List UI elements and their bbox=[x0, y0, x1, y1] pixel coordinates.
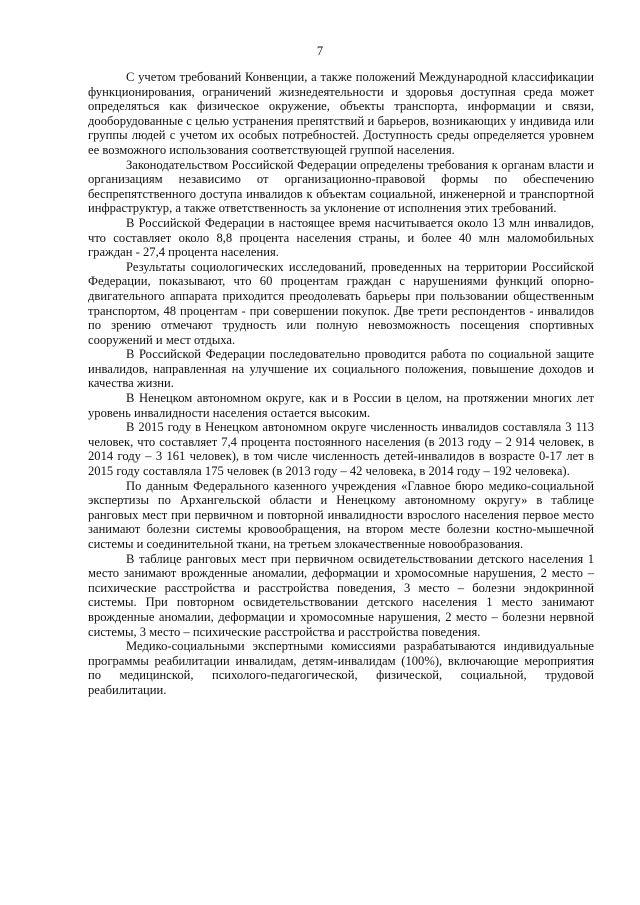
paragraph-adult-disability-ranking: По данным Федерального казенного учреждения «Главное бюро медико-социальной экспертизы по Архангельской области и Ненецкому автономному округу» в таблице ранговых мест при первичном и повторной инвалидности взрослого населения первое место занимают болезни системы кровообращения, на втором месте болезни костно-мышечной системы и соединительной ткани, на третьем злокачественные новообразования. bbox=[88, 478, 594, 551]
paragraph-sociological-research: Результаты социологических исследований, проведенных на территории Российской Федерации, показывают, что 60 процентам граждан с нарушениями функций опорно-двигательного аппарата приходится преодолевать барьеры при пользовании общественным транспортом, 48 процентам - при совершении покупок. Две трети респондентов - инвалидов по зрению отмечают трудность или полную невозможность посещения спортивных сооружений и мест отдыха. bbox=[88, 259, 594, 347]
paragraph-nenets-2015-figures: В 2015 году в Ненецком автономном округе численность инвалидов составляла 3 113 человек, что составляет 7,4 процента постоянного населения (в 2013 году – 2 914 человек, в 2014 году – 3 161 человек), в том числе численность детей-инвалидов в возрасте 0-17 лет в 2015 году составляла 175 человек (в 2013 году – 42 человека, в 2014 году – 192 человека). bbox=[88, 420, 594, 479]
page-body bbox=[88, 70, 594, 698]
paragraph-child-disability-ranking: В таблице ранговых мест при первичном освидетельствовании детского населения 1 место занимают врожденные аномалии, деформации и хромосомные нарушения, 2 место – психические расстройства и расстройства поведения, 3 место – болезни эндокринной системы. При повторном освидетельствовании детского населения 1 место занимают врожденные аномалии, деформации и хромосомные нарушения, 2 место – болезни нервной системы, 3 место – психические расстройства и расстройства поведения. bbox=[88, 551, 594, 639]
paragraph-convention-accessibility: С учетом требований Конвенции, а также положений Международной классификации функционирования, ограничений жизнедеятельности и здоровья доступная среда может определяться как физическое окружение, объекты транспорта, информации и связи, дооборудованные с целью устранения препятствий и барьеров, возникающих у индивида или группы людей с учетом их особых потребностей. Доступность среды определяется уровнем ее возможного использования соответствующей группой населения. bbox=[88, 70, 594, 157]
paragraph-legislation-requirements: Законодательством Российской Федерации определены требования к органам власти и организациям независимо от организационно-правовой формы по обеспечению беспрепятственного доступа инвалидов к объектам социальной, инженерной и транспортной инфраструктур, а также ответственность за уклонение от исполнения этих требований. bbox=[88, 157, 594, 216]
paragraph-disability-statistics-russia: В Российской Федерации в настоящее время насчитывается около 13 млн инвалидов, что составляет около 8,8 процента населения страны, и более 40 млн маломобильных граждан - 27,4 процента населения. bbox=[88, 215, 594, 260]
paragraph-rehabilitation-programs: Медико-социальными экспертными комиссиями разрабатываются индивидуальные программы реабилитации инвалидам, детям-инвалидам (100%), включающие мероприятия по медицинской, психолого-педагогической, физической, социальной, трудовой реабилитации. bbox=[88, 639, 594, 697]
page-number: 7 bbox=[316, 44, 324, 58]
paragraph-nenets-disability-level: В Ненецком автономном округе, как и в России в целом, на протяжении многих лет уровень инвалидности населения остается высоким. bbox=[88, 391, 594, 420]
paragraph-social-protection: В Российской Федерации последовательно проводится работа по социальной защите инвалидов, направленная на улучшение их социального положения, повышение доходов и качества жизни. bbox=[88, 347, 594, 391]
